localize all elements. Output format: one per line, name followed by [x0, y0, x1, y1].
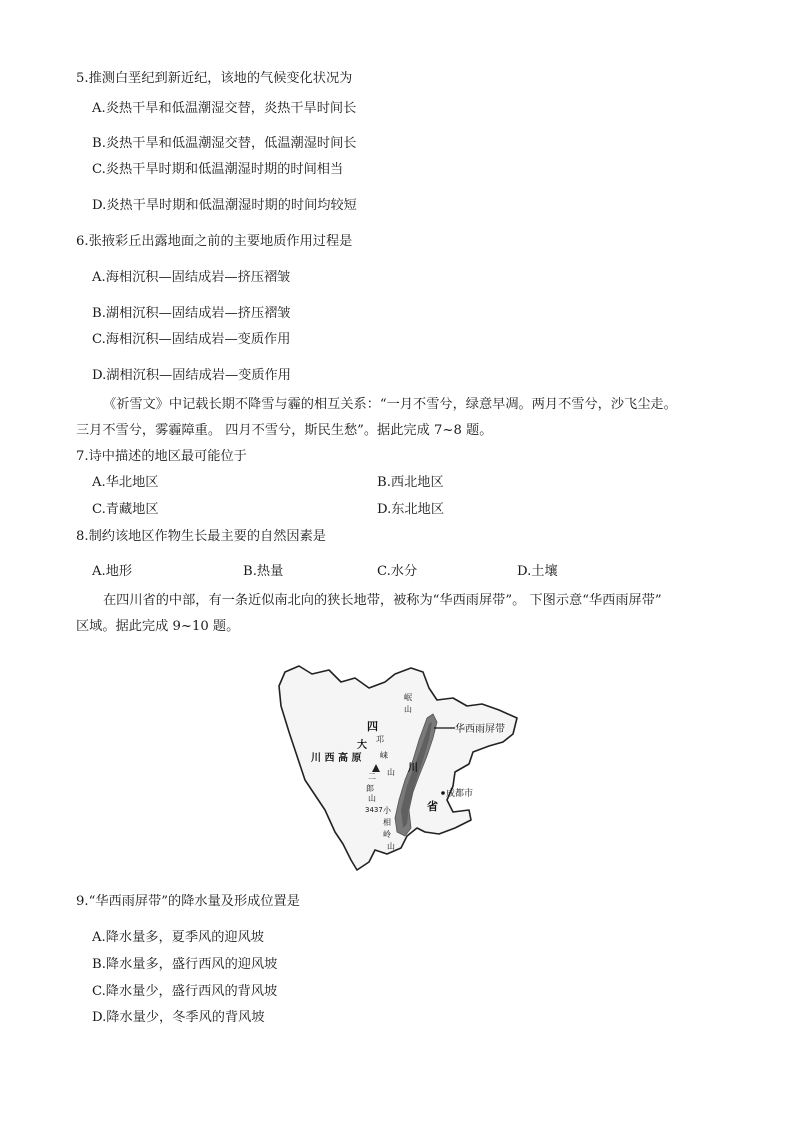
q5-option-c: C.炎热干旱时期和低温潮湿时期的时间相当	[92, 162, 344, 177]
q5-option-a: A.炎热干旱和低温潮湿交替，炎热干旱时间长	[92, 101, 357, 116]
sichuan-rain-screen-map	[277, 660, 522, 876]
label-da: 大	[357, 740, 367, 751]
q8-option-d: D.土壤	[517, 564, 558, 579]
label-qiong: 邛	[376, 735, 384, 744]
q6-stem: 6.张掖彩丘出露地面之前的主要地质作用过程是	[76, 234, 353, 249]
label-lang-shan: 山	[368, 794, 376, 803]
q7-option-d: D.东北地区	[377, 502, 445, 517]
label-elevation: 3437	[365, 806, 383, 814]
label-xiao: 小	[383, 806, 391, 815]
label-si: 四	[367, 720, 378, 733]
label-sheng: 省	[427, 800, 438, 813]
q9-option-d: D.降水量少，冬季风的背风坡	[92, 1010, 265, 1025]
label-plateau: 川 西 高 原	[311, 753, 362, 764]
label-xiangling-shan: 山	[387, 842, 395, 851]
sichuan-province-outline	[279, 666, 517, 870]
q6-option-d: D.湖相沉积—固结成岩—变质作用	[92, 368, 291, 383]
q6-option-b: B.湖相沉积—固结成岩—挤压褶皱	[92, 306, 291, 321]
map-svg	[277, 660, 522, 876]
q5-option-d: D.炎热干旱时期和低温潮湿时期的时间均较短	[92, 198, 357, 213]
q8-option-b: B.热量	[243, 564, 284, 579]
q9-option-a: A.降水量多，夏季风的迎风坡	[92, 930, 264, 945]
label-min: 岷	[404, 693, 412, 702]
q7-option-c: C.青藏地区	[92, 502, 159, 517]
q9-stem: 9.“华西雨屏带”的降水量及形成位置是	[76, 894, 300, 909]
q7-option-a: A.华北地区	[92, 475, 159, 490]
label-er: 二	[368, 772, 376, 781]
q6-option-c: C.海相沉积—固结成岩—变质作用	[92, 332, 291, 347]
q9-option-c: C.降水量少，盛行西风的背风坡	[92, 984, 278, 999]
q8-option-a: A.地形	[92, 564, 133, 579]
passage1-line1: 《祈雪文》中记载长期不降雪与霾的相互关系：“一月不雪兮，绿意早凋。两月不雪兮，沙飞尘走。	[103, 397, 677, 412]
label-xiang: 相	[383, 818, 391, 827]
label-ling: 岭	[383, 830, 391, 839]
rain-screen-callout-label: 华西雨屏带	[455, 724, 505, 735]
q5-option-b: B.炎热干旱和低温潮湿交替，低温潮湿时间长	[92, 136, 357, 151]
q5-stem: 5.推测白垩纪到新近纪，该地的气候变化状况为	[76, 71, 353, 86]
q7-option-b: B.西北地区	[377, 475, 444, 490]
passage1-line2: 三月不雪兮，雾霾障重。 四月不雪兮，斯民生愁”。据此完成 7~8 题。	[76, 423, 493, 438]
label-lai: 崃	[380, 751, 388, 760]
label-chuan: 川	[408, 763, 418, 774]
label-lang: 郎	[366, 784, 374, 793]
label-min-shan: 山	[404, 705, 412, 714]
q8-stem: 8.制约该地区作物生长最主要的自然因素是	[76, 529, 326, 544]
q6-option-a: A.海相沉积—固结成岩—挤压褶皱	[92, 270, 291, 285]
chengdu-marker	[441, 791, 445, 795]
chengdu-label: 成都市	[446, 789, 474, 799]
q7-stem: 7.诗中描述的地区最可能位于	[76, 449, 247, 464]
label-qiong-shan: 山	[387, 768, 395, 777]
passage2-line2: 区域。据此完成 9~10 题。	[76, 619, 240, 634]
passage2-line1: 在四川省的中部，有一条近似南北向的狭长地带，被称为“华西雨屏带”。 下图示意“华西雨屏带”	[103, 593, 662, 608]
q9-option-b: B.降水量多，盛行西风的迎风坡	[92, 957, 278, 972]
q8-option-c: C.水分	[377, 564, 418, 579]
